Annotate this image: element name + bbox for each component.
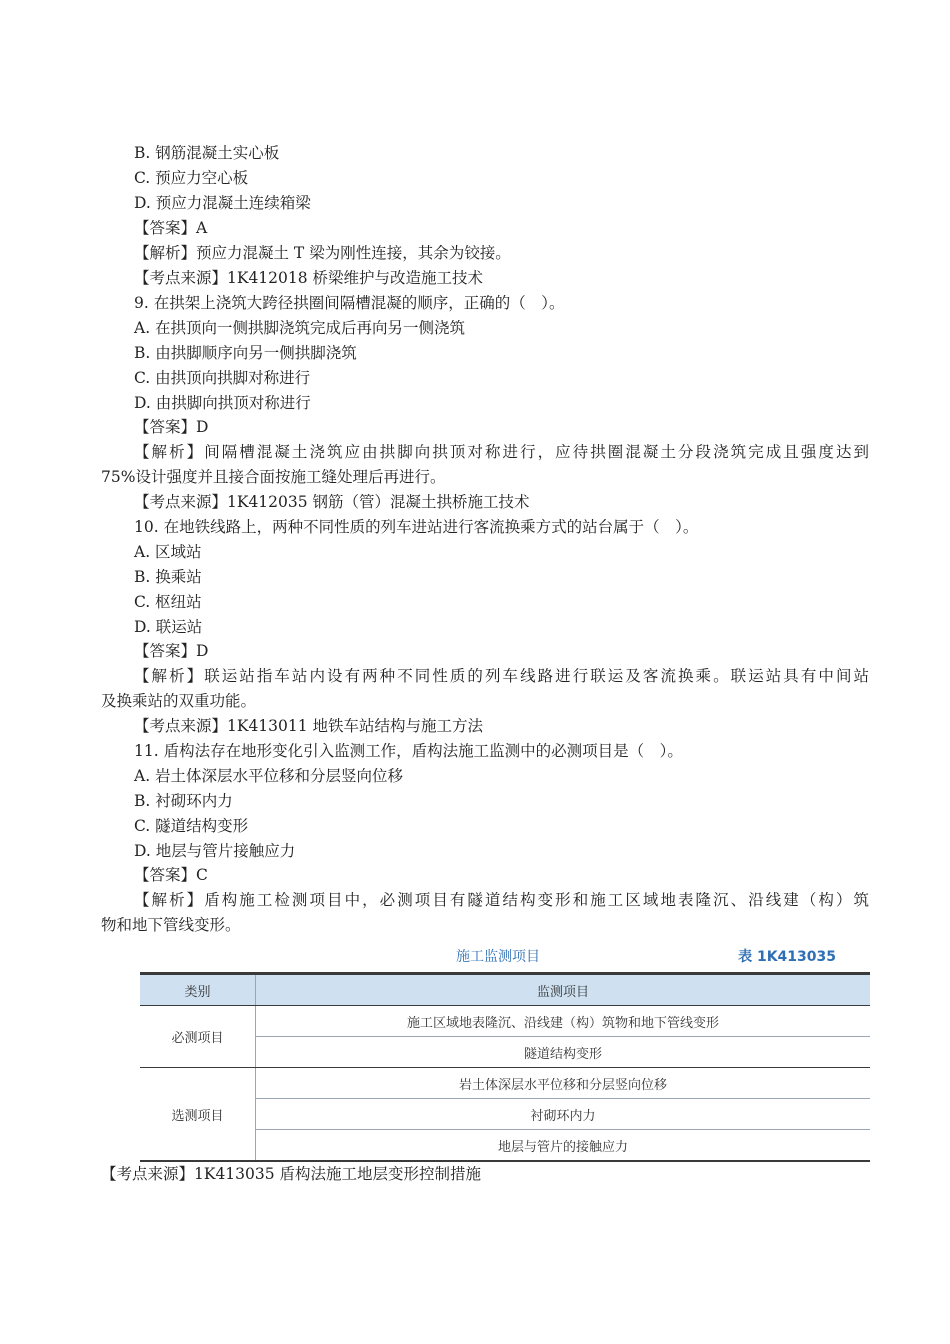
table-title: 施工监测项目: [456, 949, 540, 965]
table-cell: 地层与管片的接触应力: [256, 1130, 871, 1162]
optional-label: 选测项目: [140, 1068, 256, 1162]
table-caption: [140, 944, 870, 970]
table-cell: 岩土体深层水平位移和分层竖向位移: [256, 1068, 871, 1099]
option-b: B. 由拱脚顺序向另一侧拱脚浇筑: [134, 344, 357, 362]
explanation: 【解析】间隔槽混凝土浇筑应由拱脚向拱顶对称进行，应待拱圈混凝土分段浇筑完成且强度达到: [134, 443, 869, 461]
option-d: D. 由拱脚向拱顶对称进行: [134, 394, 311, 412]
option-c: C. 枢纽站: [134, 593, 202, 611]
option-b: B. 钢筋混凝土实心板: [134, 144, 280, 162]
table-row: [140, 1068, 870, 1099]
header-items: 监测项目: [256, 974, 871, 1006]
question-10: 10. 在地铁线路上，两种不同性质的列车进站进行客流换乘方式的站台属于（ ）。: [134, 518, 699, 536]
explanation-cont: 75%设计强度并且接合面按施工缝处理后再进行。: [101, 468, 446, 486]
option-c: C. 隧道结构变形: [134, 817, 249, 835]
explanation-cont: 物和地下管线变形。: [101, 916, 241, 934]
required-label: 必测项目: [140, 1006, 256, 1068]
explanation: 【解析】预应力混凝土 T 梁为刚性连接，其余为铰接。: [134, 244, 511, 262]
answer: 【答案】D: [134, 418, 209, 436]
table-row: [140, 1006, 870, 1037]
table-cell: 施工区域地表隆沉、沿线建（构）筑物和地下管线变形: [256, 1006, 871, 1037]
option-d: D. 联运站: [134, 618, 203, 636]
option-b: B. 换乘站: [134, 568, 202, 586]
question-9: 9. 在拱架上浇筑大跨径拱圈间隔槽混凝的顺序，正确的（ ）。: [134, 294, 565, 312]
option-d: D. 地层与管片接触应力: [134, 842, 296, 860]
table-header-row: [140, 974, 870, 1006]
option-a: A. 岩土体深层水平位移和分层竖向位移: [134, 767, 404, 785]
option-a: A. 区域站: [134, 543, 202, 561]
source: 【考点来源】1K412018 桥梁维护与改造施工技术: [134, 269, 484, 287]
table-cell: 隧道结构变形: [256, 1037, 871, 1068]
explanation: 【解析】盾构施工检测项目中，必测项目有隧道结构变形和施工区域地表隆沉、沿线建（构）筑: [134, 891, 869, 909]
source: 【考点来源】1K413035 盾构法施工地层变形控制措施: [101, 1165, 482, 1183]
question-11: 11. 盾构法存在地形变化引入监测工作，盾构法施工监测中的必测项目是（ ）。: [134, 742, 683, 760]
option-c: C. 由拱顶向拱脚对称进行: [134, 369, 311, 387]
answer: 【答案】A: [134, 219, 208, 237]
explanation: 【解析】联运站指车站内设有两种不同性质的列车线路进行联运及客流换乘。联运站具有中间站: [134, 667, 869, 685]
explanation-cont: 及换乘站的双重功能。: [101, 692, 257, 710]
source: 【考点来源】1K413011 地铁车站结构与施工方法: [134, 717, 484, 735]
table-cell: 衬砌环内力: [256, 1099, 871, 1130]
option-d: D. 预应力混凝土连续箱梁: [134, 194, 311, 212]
answer: 【答案】D: [134, 642, 209, 660]
table-body: [140, 972, 870, 1162]
option-b: B. 衬砌环内力: [134, 792, 233, 810]
source: 【考点来源】1K412035 钢筋（管）混凝土拱桥施工技术: [134, 493, 530, 511]
answer: 【答案】C: [134, 866, 208, 884]
monitoring-table: [140, 944, 870, 1155]
header-category: 类别: [140, 974, 256, 1006]
table-number: 表 1K413035: [738, 949, 836, 965]
option-c: C. 预应力空心板: [134, 169, 249, 187]
option-a: A. 在拱顶向一侧拱脚浇筑完成后再向另一侧浇筑: [134, 319, 466, 337]
